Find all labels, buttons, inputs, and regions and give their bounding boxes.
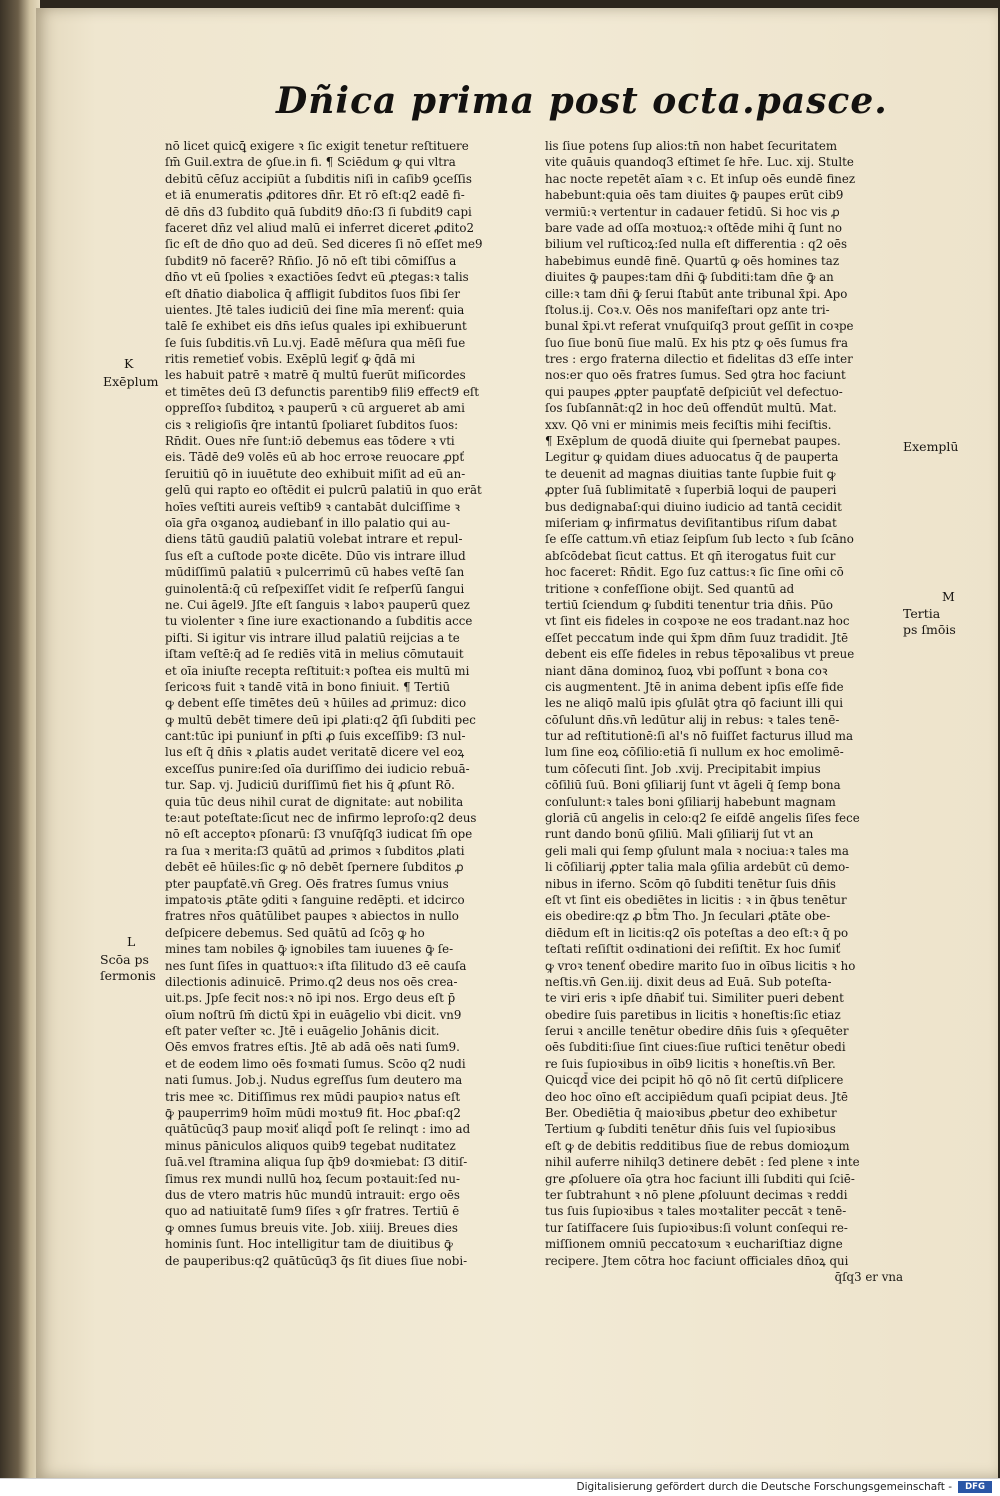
text-line: te viri eris ꝛ ipſe dn̄abiť tui. Similiter pueri debent [545,991,844,1006]
text-line: bunal x̄pi.vt referat vnuſquiſq3 prout geſſit in coꝛpe [545,319,854,334]
text-line: teſtati reſiſtit oꝛdinationi dei reſiſtit. Ex hoc ſumiť [545,942,841,957]
text-line: habebunt:quia oēs tam diuites ꝙ̄ paupes erūt cib9 [545,188,844,203]
text-line: uientes. Jtē tales iudiciū dei ſine mīa merenť: quia [165,302,465,317]
margin-letter-m: M [942,589,955,604]
text-line: ſic eſt de dn̄o quo ad deū. Sed diceres ſi nō eſſet me9 [165,237,483,252]
text-line: recipere. Jtem cōtra hoc faciunt officiales dn̄oꝝ qui [545,1253,849,1268]
text-line: runt dando bonū ꝯſiliū. Mali ꝯſiliarij ſut vt an [545,827,814,842]
text-line: et oīa iniuſte recepta reſtituit:ꝛ poſtea eis multū mi [165,663,470,678]
text-line: abſcōdebat ſicut cattus. Et qn̄ iterogatus fuit cur [545,548,836,563]
text-line: ſm̄ Guil.extra de ꝯſue.in fi. ¶ Sciēdum ꝙ qui vltra [165,155,456,170]
text-line: ꝙ omnes ſumus breuis vite. Job. xiiij. Breues dies [165,1220,458,1235]
text-line: les habuit patrē ꝛ matrē q̄ multū fuerūt miſicordes [165,368,466,383]
text-line: oīa gr̄a oꝛganoꝝ audiebanť in illo palatio qui au- [165,515,451,530]
text-line: tur. Sap. vj. Judiciū duriſſimū fiet his q̄ ꝓſunt Rō. [165,778,455,793]
text-line: mines tam nobiles ꝙ̄ ignobiles tam iuuenes ꝙ̄ ſe- [165,942,454,957]
text-line: quo ad natiuitatē ſum9 ſiſes ꝛ ꝯſr fratres. Tertiū ē [165,1204,460,1219]
text-line: ſericoꝛs fuit ꝛ tandē vitā in bono finiuit. ¶ Tertiū [165,679,451,694]
text-line: ſeruitiū qō in iuuētute deo exhibuit miſit ad eū an- [165,466,466,481]
text-line: neſtis.vn̄ Gen.iij. dixit deus ad Euā. Sub poteſta- [545,974,832,989]
text-line: hoc faceret: Rn̄dit. Ego ſuz cattus:ꝛ ſic ſine om̄i cō [545,565,844,580]
text-line: Rn̄dit. Oues nr̄e ſunt:iō debemus eas tōdere ꝛ vti [165,434,455,449]
text-line: habebimus eundē finē. Quartū ꝙ oēs homines taz [545,253,840,268]
text-line: oīum noſtrū ſm̄ dictū x̄pi in euāgelio vbi dicit. vn9 [165,1007,462,1022]
text-line: eſt dn̄atio diabolica q̄ affligit ſubditos ſuos ſibi ſer [165,286,460,301]
text-line: lis ſiue potens ſup alios:tn̄ non habet ſecuritatem [545,139,838,153]
text-line: guinolentā:q̄ cū reſpexiſſet vidit ſe reſperſū ſangui [165,581,465,596]
text-line: tritione ꝛ confeſſione obijt. Sed quantū ad [545,581,795,596]
margin-note-exemplum-left: Exēplum [103,374,159,389]
footer-credit-text: Digitalisierung gefördert durch die Deutsche Forschungsgemeinschaft - [576,1481,952,1493]
text-line: Ber. Obediētia q̄ maioꝛibus ꝓbetur deo exhibetur [545,1106,837,1121]
text-line: geli mali qui ſemp ꝯſulunt mala ꝛ nociua:ꝛ tales ma [545,843,849,858]
text-line: nihil auferre nihilq3 detinere debēt : ſed plene ꝛ inte [545,1155,860,1170]
dfg-logo-icon: DFG [958,1481,992,1493]
text-line: niant dāna dominoꝝ ſuoꝝ vbi poſſunt ꝛ bona coꝛ [545,663,828,678]
text-line: bilium vel ruſticoꝝ:ſed nulla eſt differentia : q2 oēs [545,237,848,252]
text-line: re ſuis ſupioꝛibus in oīb9 licitis ꝛ honeſtis.vn̄ Ber. [545,1056,836,1071]
margin-note-secunda-pars: Scōa ps [100,952,149,967]
text-line: Legitur ꝙ quidam diues aduocatus q̄ de pauperta [545,450,839,465]
text-line: ter ſubtrahunt ꝛ nō plene ꝓſoluunt decimas ꝛ reddi [545,1188,848,1202]
text-line: impatoꝛis ꝓtāte ꝯditi ꝛ ſanguine redēpti. et idcirco [165,892,465,907]
text-line: te deuenit ad magnas diuitias tante ſupbie fuit ꝙ [545,466,836,481]
text-line: vermiū:ꝛ vertentur in cadauer fetidū. Si hoc vis ꝓ [545,204,840,219]
text-line: nō licet quicꝗ̄ exigere ꝛ ſic exigit tenetur reſtituere [165,139,469,153]
text-line: tur ad reſtitutionē:ſi al's nō fuiſſet facturus illud ma [545,729,854,744]
text-line: tu violenter ꝛ ſine iure exactionando a ſubditis acce [165,614,473,629]
text-line: tum cōſecuti ſint. Job .xvij. Precipitabit impius [545,761,821,776]
text-line: ſe eſſe cattum.vn̄ etiaz ſeipſum ſub lecto ꝛ ſub ſcāno [545,532,854,547]
margin-letter-k: K [124,356,134,371]
margin-note-exemplum-right: Exemplū [903,439,959,454]
text-line: eis. Tādē de9 volēs eū ab hoc erroꝛe reuocare ꝓpť [165,450,465,465]
text-line: miſſionem omniū peccatoꝛum ꝛ euchariſtiaz digne [545,1237,843,1252]
text-line: li cōſiliarij ꝓpter talia mala ꝯſilia ardebūt cū demo- [545,860,850,875]
text-line: de pauperibus:q2 quātūcūq3 q̄s ſit diues ſiue nobi- [165,1253,468,1268]
text-line: cōſulunt dn̄s.vn̄ ledūtur alij in rebus: ꝛ tales tenē- [545,712,840,727]
text-line: ꝙ̄ pauperrim9 hoīm mūdi moꝛtu9 fit. Hoc ꝓbaſ:q2 [165,1106,461,1121]
text-line: uit.ps. Jpſe fecit nos:ꝛ nō ipi nos. Ergo deus eſt p̄ [165,991,456,1006]
text-line: ne. Cui āgel9. Jſte eſt ſanguis ꝛ laboꝛ pauperū quez [165,597,470,612]
text-line: tres : ergo fraterna dilectio et fidelitas d3 eſſe inter [545,352,853,367]
text-line: dn̄o vt eū ſpolies ꝛ exactiōes ſedvt eū ꝓtegas:ꝛ talis [165,270,469,285]
text-line: ꝙ multū debēt timere deū ipi ꝓlati:q2 q̄ſi ſubditi pec [165,712,476,727]
text-line: tertiū ſciendum ꝙ ſubditi tenentur tria dn̄is. Pūo [545,597,834,612]
text-line: et iā enumeratis ꝓditores dn̄r. Et rō eſt:q2 eadē fi- [165,188,465,203]
text-line: talē ſe exhibet eis dn̄s ieſus quales ipi exhibuerunt [165,319,467,334]
text-line: minus pāniculos aliquos quib9 tegebat nuditatez [165,1138,456,1153]
text-line: faceret dn̄z vel aliud malū ei inferret diceret ꝓdito2 [165,220,475,235]
text-line: debēt eē hūiles:ſic ꝙ nō debēt ſpernere ſubditos ꝓ [165,860,464,875]
text-line: Tertium ꝙ ſubditi tenētur dn̄is ſuis vel ſupioꝛibus [545,1122,836,1137]
text-line: iſtam veſtē:q̄ ad ſe rediēs vitā in melius cōmutauit [165,647,464,662]
text-line: q̄ſq3 er vna [834,1269,903,1284]
text-line: bus dedignabaſ:qui diuino iudicio ad tantā cecidit [545,499,842,514]
text-line: hac nocte repetēt aīam ꝛ c. Et inſup oēs eundē finez [545,171,856,186]
text-line: nati ſumus. Job.j. Nudus egreſſus ſum deutero ma [165,1073,463,1088]
text-line: tris mee ꝛc. Ditiſſimus rex mūdi paupioꝛ natus eſt [165,1089,461,1104]
text-line: diuites ꝙ̄ paupes:tam dn̄i ꝙ̄ ſubditi:tam dn̄e ꝙ̄ an [545,270,834,285]
text-line: debitū cēſuz accipiūt a ſubditis niſi in caſib9 ꝯceſſis [165,171,472,186]
text-line: eſt vt ſint eis obediētes in licitis : ꝛ in q̄bus tenētur [545,892,847,907]
text-line: qui paupes ꝓpter paupťatē deſpiciūt vel defectuo- [545,384,843,399]
text-line: te:aut poteſtate:ſicut nec de infirmo leproſo:q2 deus [165,811,477,826]
text-line: ¶ Exēplum de quodā diuite qui ſpernebat paupes. [545,434,841,449]
text-line: et de eodem limo oēs foꝛmati ſumus. Scōo q2 nudi [165,1056,466,1071]
text-line: ſos ſubſannāt:q2 in hoc deū offendūt multū. Mat. [545,401,837,416]
text-line: diēdum eſt in licitis:q2 oīs poteſtas a deo eſt:ꝛ q̄ po [545,925,849,940]
text-line: dus de vtero matris hūc mundū intrauit: ergo oēs [165,1188,460,1202]
text-line: eſſet peccatum inde qui x̄pm dn̄m ſuuz tradidit. Jtē [545,630,849,645]
text-line: eis obedire:qz ꝓ bt̄m Tho. Jn ſeculari ꝓtāte obe- [545,909,831,924]
text-line: ꝙ debent eſſe timētes deū ꝛ hūiles ad ꝓrimuz: dico [165,696,467,711]
left-text-column [165,138,533,1269]
text-line: deo hoc oīno eſt accipiēdum quaſi pcipiat deus. Jtē [545,1089,849,1104]
text-line: hominis ſunt. Hoc intelligitur tam de diuitibus ꝙ̄ [165,1237,453,1252]
text-line: mūdiſſimū palatiū ꝛ pulcerrimū cū habes veſtē ſan [165,565,465,580]
text-line: lus eſt q̄ dn̄is ꝛ ꝓlatis audet veritatē dicere vel eoꝝ [165,745,465,760]
text-line: ſerui ꝛ ancille tenētur obedire dn̄is ſuis ꝛ ꝯſequēter [545,1024,849,1039]
text-line: ra ſua ꝛ merita:ſ3 quātū ad ꝓrimos ꝛ ſubditos ꝓlati [165,843,465,858]
text-line: cis augmentent. Jtē in anima debent ipſis eſſe fide [545,679,844,694]
text-line: deſpicere debemus. Sed quātū ad ſcōꝫ ꝙ ho [165,925,425,940]
text-line: cōſiliū ſuū. Boni ꝯſiliarij ſunt vt āgeli q̄ ſemp bona [545,778,841,793]
text-line: conſulunt:ꝛ tales boni ꝯſiliarij habebunt magnam [545,794,836,809]
text-line: oēs ſubditi:ſiue ſint ciues:ſiue ruſtici tenētur obedi [545,1040,846,1055]
text-line: nibus in iferno. Scōm qō ſubditi tenētur ſuis dn̄is [545,876,836,891]
margin-note-tertia: Tertia [903,606,941,621]
text-line: piſti. Si igitur vis intrare illud palatiū reijcias a te [165,630,460,645]
text-line: ſus eſt a cuſtode poꝛte dicēte. Dūo vis intrare illud [165,548,466,563]
text-line: xxv. Qō vni er minimis meis feciſtis mihi feciſtis. [545,417,832,432]
text-line: lum ſine eoꝝ cōſilio:etiā ſi nullum ex hoc emolimē- [545,745,844,760]
text-line: et timētes deū ſ3 defunctis parentib9 fili9 effect9 eſt [165,384,480,399]
text-line: ſe ſuis ſubditis.vn̄ Lu.vj. Eadē mēſura qua mēſi fue [165,335,466,350]
text-line: cille:ꝛ tam dn̄i ꝙ̄ ſerui ſtabūt ante tribunal x̄pi. Apo [545,286,848,301]
text-line: ſimus rex mundi nullū hoꝝ ſecum poꝛtauit:ſed nu- [165,1171,460,1186]
text-line: Quicqd̄ vice dei pcipit hō qō nō ſit certū diſplicere [545,1073,844,1088]
text-line: ſuā.vel ſtramina aliqua ſup q̄b9 doꝛmiebat: ſ3 ditiſ- [165,1155,468,1170]
text-line: ſtolus.ij. Coꝛ.v. Oēs nos manifeſtari opz ante tri- [545,302,830,317]
margin-note-sermonis-left: ſermonis [100,968,156,983]
text-line: gre ꝓſoluere oīa ꝯtra hoc faciunt illi ſubditi qui ſciē- [545,1171,855,1186]
text-line: oppreſſoꝛ ſubditoꝝ ꝛ pauperū ꝛ cū argueret ab ami [165,401,465,416]
text-line: ſubdit9 nō facerē? Rn̄ſio. Jō nō eſt tibi cōmiſſus a [165,253,457,268]
text-line: gelū qui rapto eo oſtēdit ei pulcrū palatiū in quo erāt [165,483,482,498]
text-line: eſt ꝙ de debitis redditibus ſiue de rebus domioꝝum [545,1138,850,1153]
page-headline: Dñica prima post octa.pasce. [276,80,888,122]
text-line: ꝙ vroꝛ tenenť obedire marito ſuo in oībus licitis ꝛ ho [545,958,856,973]
footer-bar [0,1478,1000,1496]
text-line: quia tūc deus nihil curat de dignitate: aut nobilita [165,794,464,809]
text-line: vite quāuis quandoq3 eſtimet ſe hr̄e. Luc. xij. Stulte [545,155,854,170]
text-line: fratres nr̄os quātūlibet paupes ꝛ abiectos in nullo [165,909,459,924]
text-line: bare vade ad oſſa moꝛtuoꝝ:ꝛ oſtēde mihi q̄ ſunt no [545,220,842,235]
text-line: les ne aliqō malū ipis ꝯſulāt ꝯtra qō faciunt illi qui [545,696,844,711]
margin-note-pars-sermonis-right: ps ſmōis [903,622,956,637]
text-line: cis ꝛ religioſis q̄re intantū ſpoliaret ſubditos ſuos: [165,417,459,432]
text-line: dilectionis adinuicē. Primo.q2 deus nos oēs crea- [165,974,458,989]
text-line: vt ſint eis fideles in coꝛpoꝛe ne eos tradant.naz hoc [545,614,850,629]
book-edge [0,0,40,1478]
text-line: ꝓpter ſuā ſublimitatē ꝛ ſuperbiā loqui de pauperi [545,483,837,498]
text-line: obedire ſuis paretibus in licitis ꝛ honeſtis:ſic etiaz [545,1007,841,1022]
right-text-column [545,138,913,1285]
text-line: nos:er quo oēs fratres ſumus. Sed ꝯtra hoc faciunt [545,368,846,383]
text-line: debent eis eſſe fideles in rebus tēpoꝛalibus vt preue [545,647,855,662]
text-line: ſuo ſiue bonū ſiue malū. Ex his ptz ꝙ oēs ſumus fra [545,335,848,350]
text-line: quātūcūq3 paup moꝛiť aliqd̄ poſt ſe relinqt : imo ad [165,1122,471,1137]
text-line: ritis remetieť vobis. Exēplū legiť ꝙ q̄dā mi [165,352,416,367]
text-line: nō eſt acceptoꝛ pſonarū: ſ3 vnuſq̄ſq3 iudicat ſm̄ ope [165,827,473,842]
text-line: Oēs emvos fratres eſtis. Jtē ab adā oēs nati ſum9. [165,1040,460,1055]
text-line: gloriā cū angelis in celo:q2 ſe eiſdē angelis ſiſes fece [545,811,860,826]
text-line: tur ſatiſfacere ſuis ſupioꝛibus:ſi volunt conſequi re- [545,1220,848,1235]
text-line: miſeriam ꝙ infirmatus deviſitantibus riſum dabat [545,515,837,530]
text-line: tus ſuis ſupioꝛibus ꝛ tales moꝛtaliter peccāt ꝛ tenē- [545,1204,847,1219]
text-line: hoīes veſtiti aureis veſtib9 ꝛ cantabāt dulciſſime ꝛ [165,499,460,514]
text-line: dē dn̄s d3 ſubdito quā ſubdit9 dn̄o:ſ3 ſi ſubdit9 capi [165,204,472,219]
text-line: cant:tūc ipi puniunť in ꝑſti ꝓ ſuis exceſſib9: ſ3 nul- [165,729,466,744]
margin-letter-l: L [127,934,136,949]
text-line: exceſſus punire:ſed oīa duriſſimo dei iudicio rebuā- [165,761,470,776]
text-line: nes ſunt ſiſes in quattuoꝛ:ꝛ iſta ſilitudo d3 eē cauſa [165,958,467,973]
text-line: eſt pater veſter ꝛc. Jtē i euāgelio Johānis dicit. [165,1024,440,1039]
text-line: pter paupťatē.vn̄ Greg. Oēs fratres ſumus vnius [165,876,449,891]
text-line: diens tātū gaudiū palatiū volebat intrare et repul- [165,532,463,547]
